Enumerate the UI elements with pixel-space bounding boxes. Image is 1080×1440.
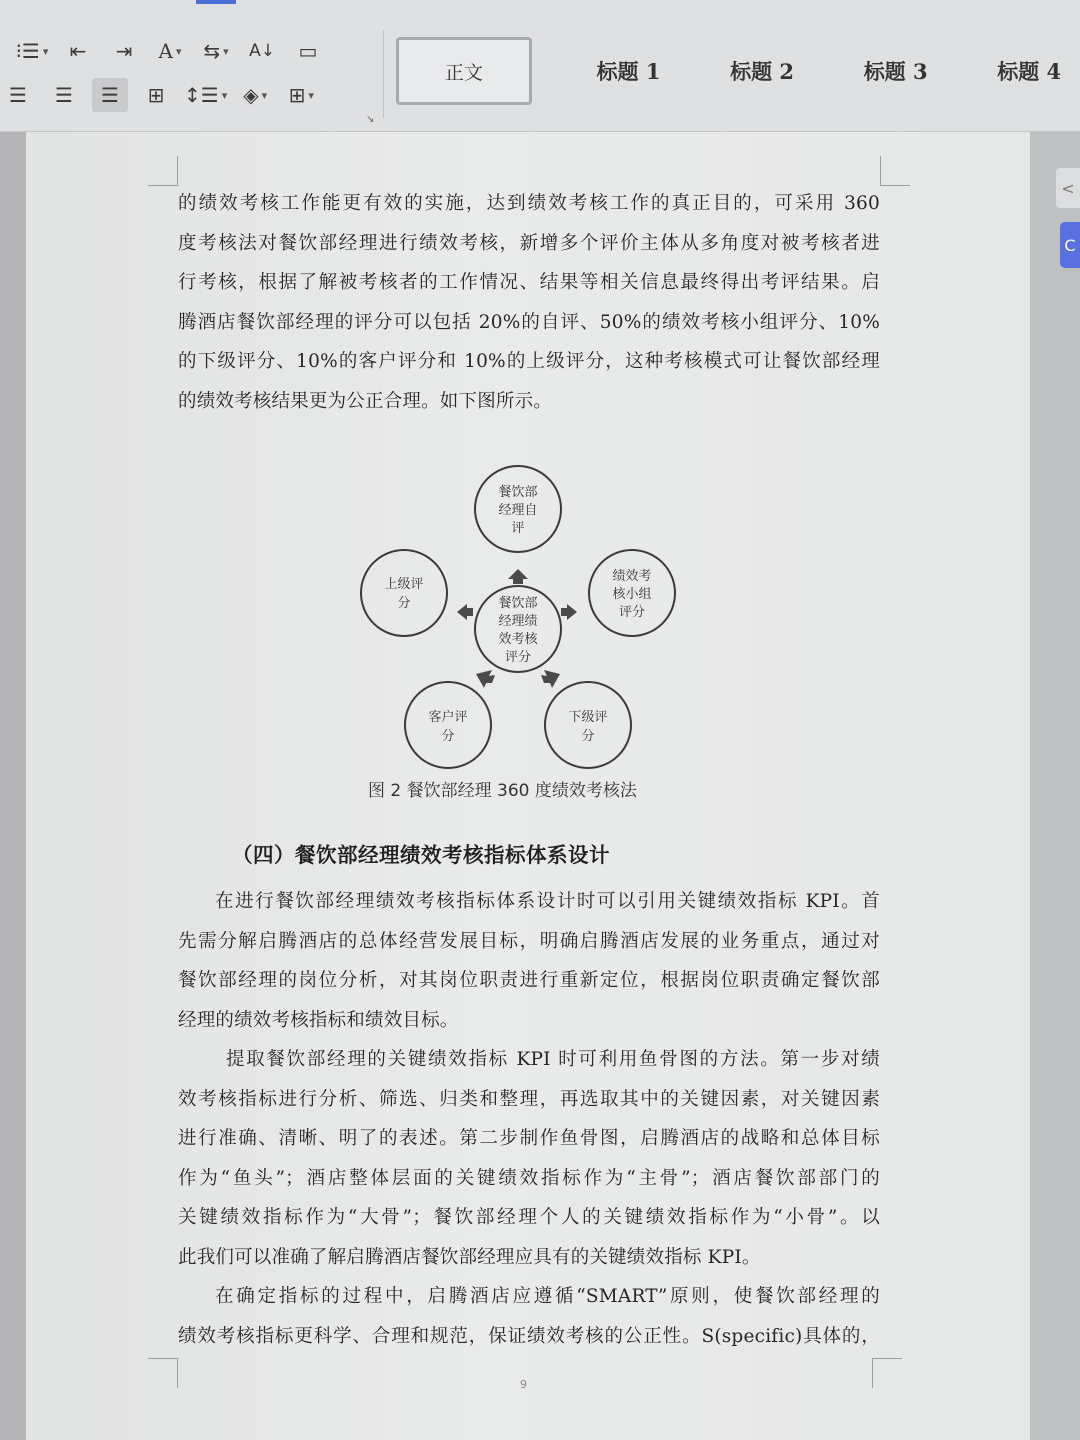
crop-mark-bottom-right	[872, 1358, 902, 1388]
sort-icon[interactable]: A↓	[249, 41, 275, 61]
crop-mark-bottom-left	[148, 1358, 178, 1388]
decrease-indent-icon[interactable]: ⇤	[69, 39, 87, 63]
borders-icon[interactable]: ⊞ ▾	[288, 83, 314, 107]
node-customer	[405, 682, 491, 768]
node-self-label-3: 评	[511, 521, 525, 536]
node-center-label-2: 经理绩	[498, 614, 538, 629]
text-line: 先需分解启腾酒店的总体经营发展目标，明确启腾酒店发展的业务重点，通过对	[178, 930, 880, 952]
page-number: 9	[520, 1378, 527, 1391]
line-break-icon[interactable]: ⇆ ▾	[203, 39, 229, 63]
text-direction-icon[interactable]: A ▾	[158, 39, 182, 63]
text-line: 的绩效考核工作能更有效的实施，达到绩效考核工作的真正目的，可采用 360	[178, 193, 880, 214]
node-superior	[361, 550, 447, 636]
text-line: 在进行餐饮部经理绩效考核指标体系设计时可以引用关键绩效指标 KPI。首	[215, 891, 880, 912]
distributed-align-icon[interactable]: ⊞	[147, 83, 165, 107]
active-tab-indicator	[196, 0, 236, 4]
text-line: 绩效考核指标更科学、合理和规范，保证绩效考核的公正性。S(specific)具体的，	[178, 1325, 880, 1347]
style-heading-1[interactable]: 标题 1	[596, 59, 661, 84]
text-line: 作为“鱼头”；酒店整体层面的关键绩效指标作为“主骨”；酒店餐饮部部门的	[178, 1167, 880, 1189]
ribbon-toolbar	[0, 0, 1080, 132]
style-normal[interactable]: 正文	[396, 37, 532, 105]
text-line: 腾酒店餐饮部经理的评分可以包括 20%的自评、50%的绩效考核小组评分、10%	[178, 311, 880, 333]
node-self-label-2: 经理自	[498, 503, 538, 518]
text-line: 效考核指标进行分析、筛选、归类和整理，再选取其中的关键因素，对关键因素	[178, 1088, 880, 1110]
text-line: 行考核，根据了解被考核者的工作情况、结果等相关信息最终得出考评结果。启	[178, 272, 880, 293]
node-team-label-1: 绩效考	[612, 569, 652, 584]
side-panel-button-icon: C	[1064, 235, 1076, 255]
style-gallery	[396, 34, 1080, 108]
node-subordinate	[545, 682, 631, 768]
paragraph-1[interactable]	[178, 184, 880, 421]
arrow-down-left	[476, 670, 495, 688]
align-justify-icon[interactable]: ☰	[92, 78, 128, 112]
crop-mark-top-left	[148, 156, 178, 186]
text-line: 关键绩效指标作为“大骨”；餐饮部经理个人的关键绩效指标作为“小骨”。以	[178, 1207, 880, 1228]
style-heading-3[interactable]: 标题 3	[863, 59, 928, 84]
section-heading[interactable]: （四）餐饮部经理绩效考核指标体系设计	[232, 843, 610, 867]
side-panel-collapse[interactable]	[1056, 168, 1080, 208]
node-center-label-3: 效考核	[498, 632, 538, 647]
360-degree-diagram	[355, 462, 685, 782]
text-line: 餐饮部经理的岗位分析，对其岗位职责进行重新定位，根据岗位职责确定餐饮部	[178, 970, 880, 991]
node-superior-label-2: 分	[397, 596, 411, 611]
numbered-list-icon[interactable]: ⁝☰ ▾	[15, 39, 49, 63]
paragraph-tools-row-2	[0, 78, 329, 112]
show-marks-icon[interactable]: ▭	[298, 39, 318, 63]
shading-icon[interactable]: ◈ ▾	[243, 83, 268, 107]
side-panel-button[interactable]	[1060, 222, 1080, 268]
text-line: 经理的绩效考核指标和绩效目标。	[178, 1009, 459, 1031]
node-subordinate-label-2: 分	[581, 729, 595, 744]
line-spacing-icon[interactable]: ↕☰ ▾	[184, 83, 228, 107]
text-line: 的绩效考核结果更为公正合理。如下图所示。	[178, 390, 553, 412]
paragraph-dialog-launcher-icon[interactable]: ↘	[366, 114, 375, 125]
node-center-label-1: 餐饮部	[498, 596, 538, 611]
node-customer-label-1: 客户评	[428, 710, 468, 725]
node-subordinate-label-1: 下级评	[568, 710, 608, 725]
ribbon-divider	[383, 30, 384, 118]
style-heading-2[interactable]: 标题 2	[730, 59, 795, 84]
align-left-icon[interactable]: ☰	[9, 83, 27, 107]
node-team-label-2: 核小组	[612, 587, 652, 602]
arrow-down-right	[541, 670, 560, 688]
node-self-label-1: 餐饮部	[498, 485, 538, 500]
style-heading-4[interactable]: 标题 4	[997, 59, 1062, 84]
section-body[interactable]	[178, 882, 880, 1356]
arrow-left	[457, 604, 473, 620]
increase-indent-icon[interactable]: ⇥	[115, 39, 133, 63]
node-team-label-3: 评分	[618, 605, 646, 620]
paragraph-tools-row-1	[14, 34, 336, 68]
node-customer-label-2: 分	[441, 729, 455, 744]
side-panel-arrow-icon: <	[1061, 178, 1075, 198]
text-line: 度考核法对餐饮部经理进行绩效考核，新增多个评价主体从多角度对被考核者进	[178, 232, 880, 254]
text-line: 在确定指标的过程中，启腾酒店应遵循“SMART”原则，使餐饮部经理的	[215, 1286, 880, 1307]
crop-mark-top-right	[880, 156, 910, 186]
arrow-up	[508, 569, 528, 584]
text-line: 进行准确、清晰、明了的表述。第二步制作鱼骨图，启腾酒店的战略和总体目标	[178, 1128, 880, 1149]
node-center-label-4: 评分	[504, 650, 532, 665]
figure-caption: 图 2 餐饮部经理 360 度绩效考核法	[368, 781, 637, 801]
node-superior-label-1: 上级评	[384, 577, 424, 592]
text-line: 的下级评分、10%的客户评分和 10%的上级评分，这种考核模式可让餐饮部经理	[178, 351, 880, 372]
arrow-right	[561, 604, 577, 620]
align-center-icon[interactable]: ☰	[55, 83, 73, 107]
text-line: 此我们可以准确了解启腾酒店餐饮部经理应具有的关键绩效指标 KPI。	[178, 1246, 761, 1268]
text-line: 提取餐饮部经理的关键绩效指标 KPI 时可利用鱼骨图的方法。第一步对绩	[226, 1049, 880, 1070]
